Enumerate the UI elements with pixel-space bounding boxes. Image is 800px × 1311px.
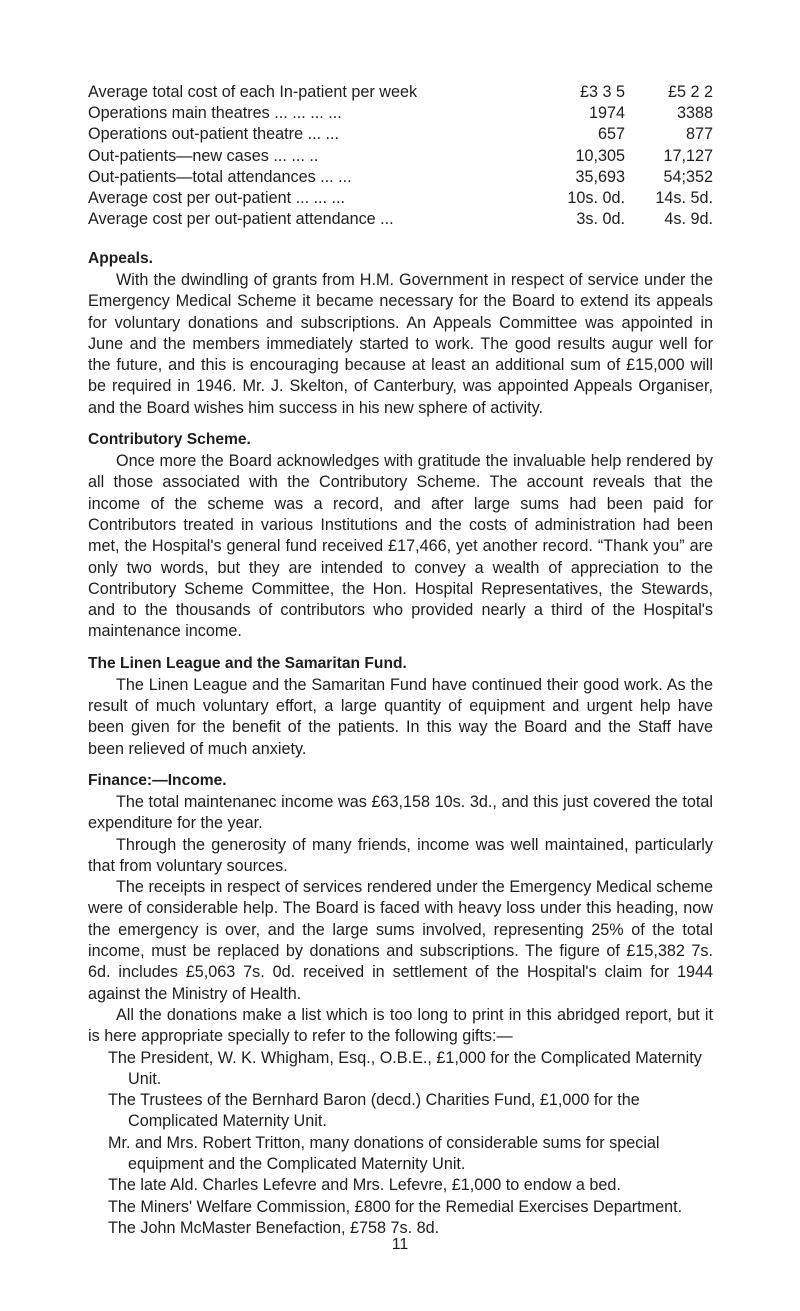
stat-label: Out-patients—total attendances ... ... [88,167,352,186]
document-body [88,248,713,1239]
stat-value-previous: 10,305 [575,146,625,165]
stat-value-current: 17,127 [663,146,713,165]
stat-value-current: 877 [685,125,713,144]
section-heading: Contributory Scheme. [88,431,251,449]
stat-value-current: 3388 [676,104,713,123]
stat-value-previous: £3 3 5 [579,83,625,101]
paragraph: With the dwindling of grants from H.M. Government in respect of service under the Emergency Medical Scheme it became necessary for the Board to extend its appeals for voluntary donations and subscriptions. An Appeals Committee was appointed in June and the members immediately started to work. The good results augur well for the future, and this is encouraging because at least an additional sum of £15,000 will be required in 1946. Mr. J. Skelton, of Canterbury, was appointed Appeals Organiser, and the Board wishes him success in his new sphere of activity. [88,271,713,417]
stat-row [88,209,713,230]
paragraph: The receipts in respect of services rendered under the Emergency Medical scheme were of considerable help. The Board is faced with heavy loss under this heading, now the emergency is over, and the large sums involved, representing 25% of the total income, must be replaced by donations and subscriptions. The figure of £15,382 7s. 6d. includes £5,063 7s. 0d. received in settlement of the Hospital's claim for 1944 against the Ministry of Health. [88,878,713,1003]
stat-value-previous: 10s. 0d. [567,188,625,207]
stat-label: Out-patients—new cases ... ... .. [88,146,319,165]
stat-row [88,82,713,103]
donation-item: The late Ald. Charles Lefevre and Mrs. Lefevre, £1,000 to endow a bed. [108,1176,621,1195]
paragraph: Through the generosity of many friends, income was well maintained, particularly that from voluntary sources. [88,835,713,875]
stat-row [88,146,713,167]
stat-row [88,167,713,188]
donations-list [88,1048,713,1240]
stat-value-current: 4s. 9d. [664,210,713,229]
contributory-scheme-section [88,429,713,643]
section-heading: The Linen League and the Samaritan Fund. [88,654,407,672]
donation-item: The Miners' Welfare Commission, £800 for the Remedial Exercises Department. [108,1197,683,1216]
section-gap [88,643,713,653]
paragraph: The Linen League and the Samaritan Fund have continued their good work. As the result of much voluntary effort, a large quantity of equipment and urgent help have been given for the benefit of the patients. In this way the Board and the Staff have been relieved of much anxiety. [88,675,713,758]
stat-label: Average total cost of each In-patient per week [88,83,418,101]
paragraph: All the donations make a list which is too long to print in this abridged report, but it is here appropriate specially to refer to the following gifts:— [88,1005,713,1046]
statistics-table [88,82,713,230]
stat-label: Operations main theatres ... ... ... ... [88,104,342,123]
stat-value-current: £5 2 2 [667,83,713,101]
section-gap [88,419,713,429]
donation-item: Mr. and Mrs. Robert Tritton, many donations of considerable sums for special equipment and the Complicated Maternity Unit. [108,1133,660,1173]
donation-item: The John McMaster Benefaction, £758 7s. 8d. [108,1218,440,1237]
section-heading: Appeals. [88,250,153,267]
stat-value-previous: 1974 [588,104,625,123]
stat-value-previous: 3s. 0d. [576,210,625,229]
appeals-section [88,248,713,419]
paragraph: The total maintenanec income was £63,158 10s. 3d., and this just covered the total expenditure for the year. [88,792,713,833]
stat-row [88,124,713,145]
page-number: 11 [391,1236,409,1253]
donation-item: The President, W. K. Whigham, Esq., O.B.E., £1,000 for the Complicated Maternity Unit. [108,1048,702,1088]
stat-value-current: 14s. 5d. [655,188,713,207]
finance-income-section [88,770,713,1239]
stat-row [88,103,713,124]
stat-row [88,188,713,209]
paragraph: Once more the Board acknowledges with gratitude the invaluable help rendered by all those associated with the Contributory Scheme. The account reveals that the income of the scheme was a record, and after large sums had been paid for Contributors treated in various Institutions and the costs of administration had been met, the Hospital's general fund received £17,466, yet another record. “Thank you” are only two words, but they are intended to convey a wealth of appreciation to the Contributory Scheme Committee, the Hon. Hospital Representatives, the Stewards, and to the thousands of contributors who provided nearly a third of the Hospital's maintenance income. [88,452,713,641]
donation-item: The Trustees of the Bernhard Baron (decd.) Charities Fund, £1,000 for the Complicated Maternity Unit. [108,1091,640,1131]
stat-label: Average cost per out-patient ... ... ... [88,188,346,207]
section-gap [88,760,713,770]
stat-value-current: 54;352 [663,167,713,186]
stat-value-previous: 657 [597,125,625,144]
stat-label: Average cost per out-patient attendance ... [88,210,394,229]
stat-value-previous: 35,693 [575,167,625,186]
section-heading: Finance:—Income. [88,771,227,789]
linen-league-section [88,653,713,760]
stat-label: Operations out-patient theatre ... ... [88,125,340,144]
